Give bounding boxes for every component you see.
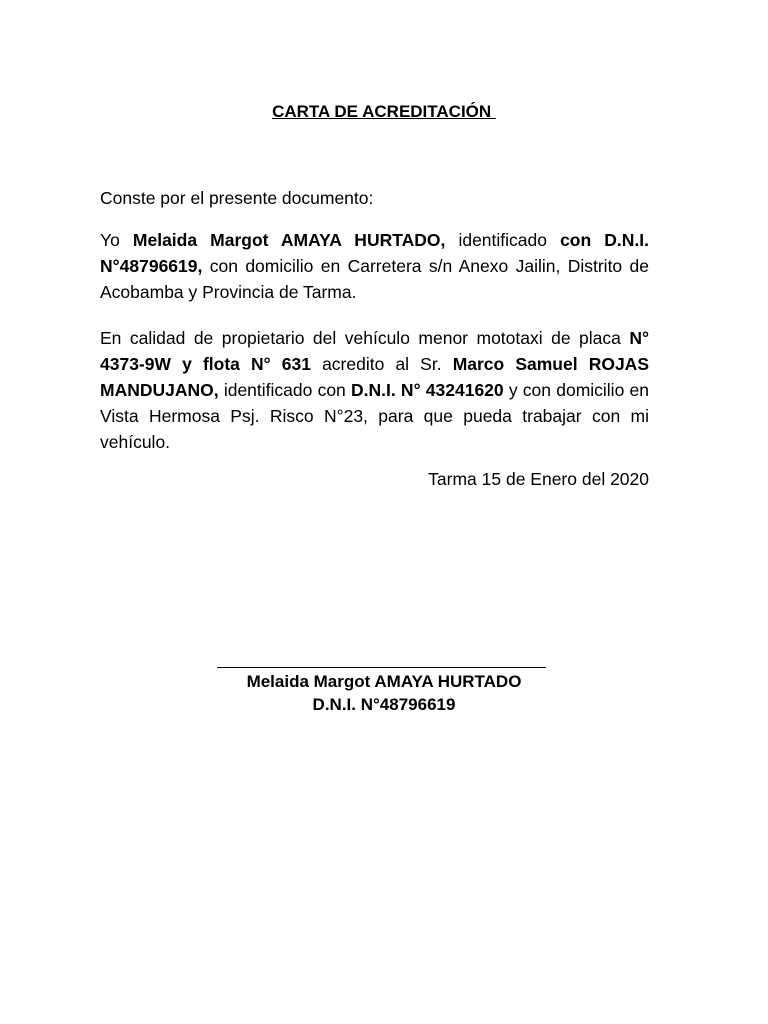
signature-line <box>217 667 546 668</box>
paragraph-run: identificado con <box>218 380 351 400</box>
paragraph-run: acredito al Sr. <box>310 354 453 374</box>
paragraph-run: D.N.I. N° 43241620 <box>351 380 504 400</box>
paragraph-run: Yo <box>100 230 133 250</box>
paragraph-identification <box>100 227 649 305</box>
paragraph-run: y con domicilio en Vista Hermosa Psj. Risco N°23, para que pueda trabajar con mi vehículo. <box>100 380 649 452</box>
signature-name: Melaida Margot AMAYA HURTADO <box>246 672 522 691</box>
paragraph-run: con D.N.I. N°48796619, <box>100 230 649 276</box>
paragraph-run: con domicilio en Carretera s/n Anexo Jailin, Distrito de Acobamba y Provincia de Tarma. <box>100 256 649 302</box>
paragraph-run: En calidad de propietario del vehículo menor mototaxi de placa <box>100 328 630 348</box>
paragraph-run: Melaida Margot AMAYA HURTADO, <box>132 230 446 250</box>
date-line: Tarma 15 de Enero del 2020 <box>428 469 649 489</box>
paragraph-intro <box>100 185 649 211</box>
paragraph-run: Conste por el presente documento: <box>100 188 374 208</box>
paragraph-run: N° 4373-9W y flota N° 631 <box>100 328 649 374</box>
document-title: CARTA DE ACREDITACIÓN <box>272 102 496 121</box>
paragraph-accreditation <box>100 325 649 455</box>
paragraph-run: Marco Samuel ROJAS MANDUJANO, <box>100 354 649 400</box>
paragraph-run: identificado <box>445 230 561 250</box>
signature-dni: D.N.I. N°48796619 <box>312 695 456 714</box>
